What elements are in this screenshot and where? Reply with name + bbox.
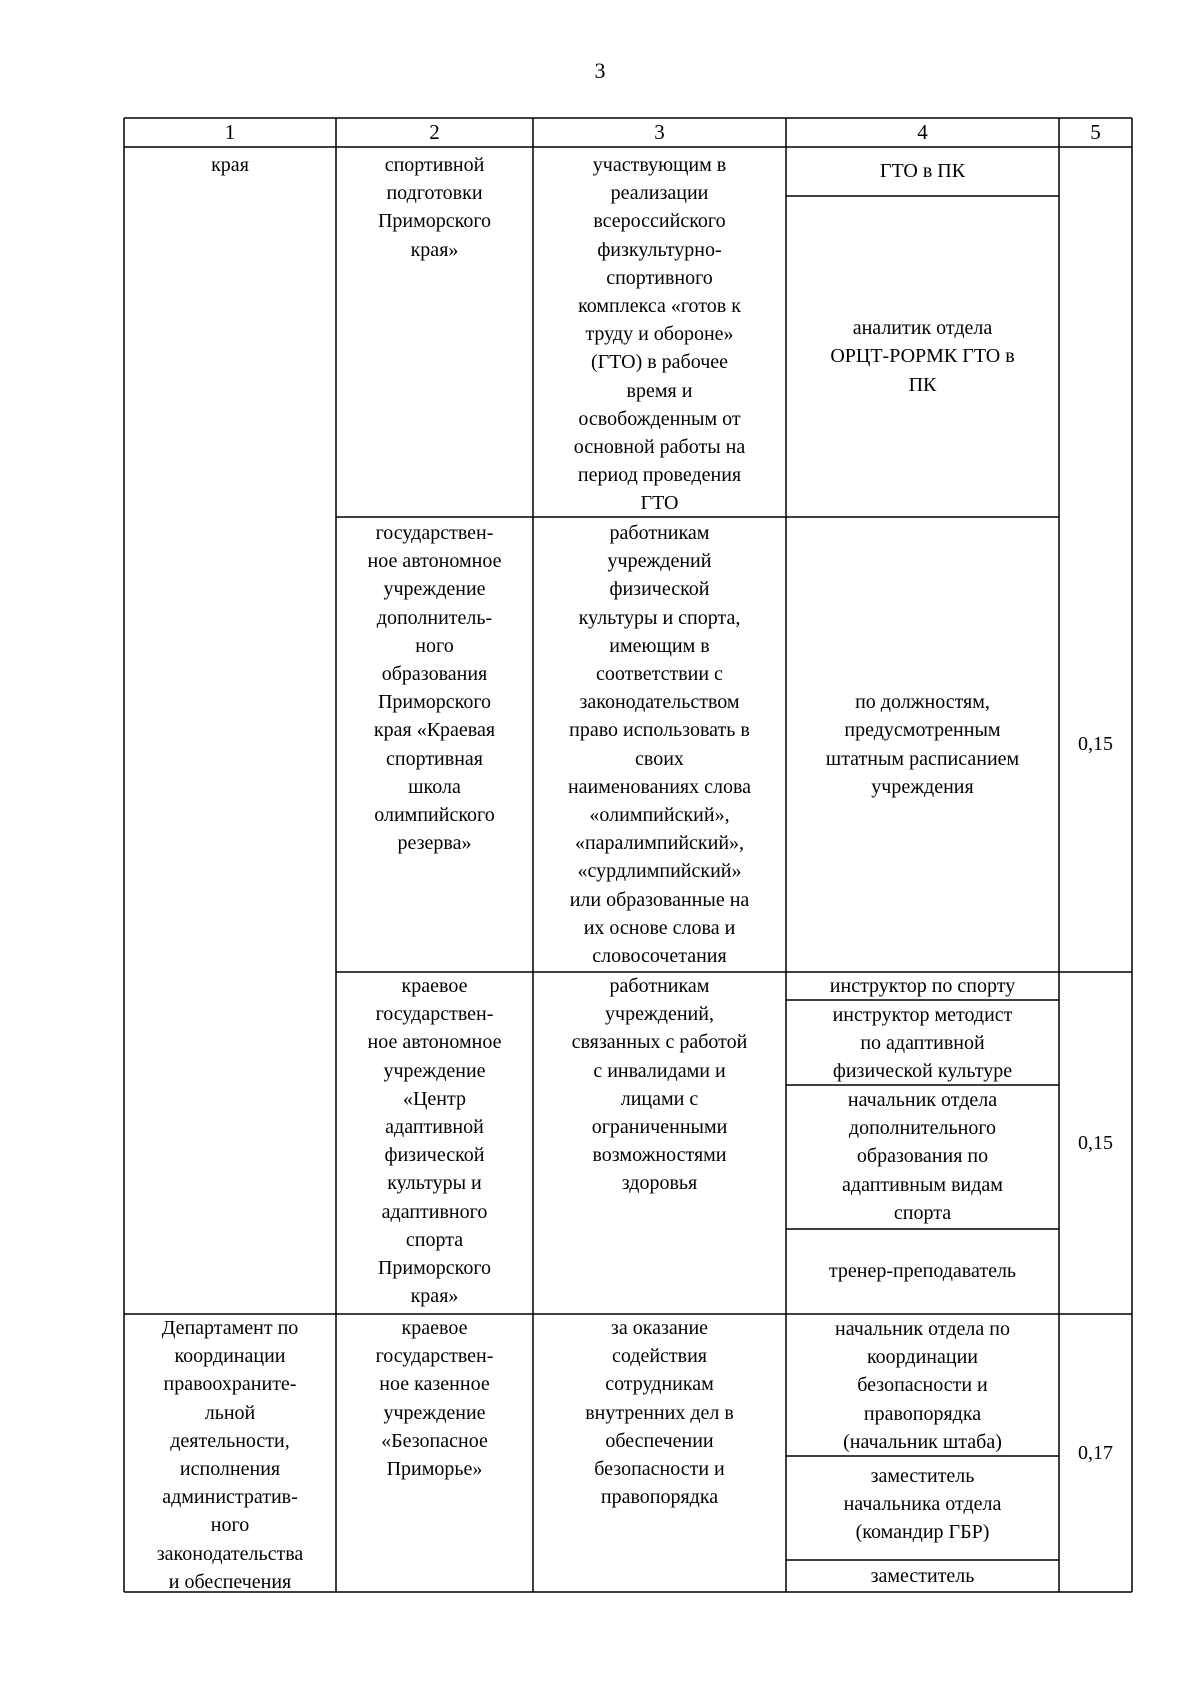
cell-col5-olympic-coef: 0,15 <box>1078 733 1113 756</box>
cell-col4-by-positions: по должностям, предусмотренным штатным расписанием учреждения <box>825 691 1020 798</box>
page-number: 3 <box>594 58 606 83</box>
cell-col3-police-assistance: за оказание содействия сотрудникам внутренних дел в обеспечении безопасности и правопорядка <box>585 1317 734 1509</box>
cell-col4-deputy: заместитель <box>870 1565 975 1587</box>
cell-col4-methodist: инструктор методист по адаптивной физической культуре <box>832 1004 1013 1083</box>
header-col-1: 1 <box>224 120 236 144</box>
cell-col4-coach-teacher: тренер-преподаватель <box>828 1260 1017 1283</box>
header-col-3: 3 <box>654 120 665 144</box>
cell-col4-dept-head-adaptive: начальник отдела дополнительного образования по адаптивным видам спорта <box>842 1089 1003 1224</box>
cell-col3-disability-workers: работникам учреждений, связанных с работой с инвалидами и лицами с ограниченными возможностями здоровья <box>571 975 748 1195</box>
cell-col5-safety-coef: 0,17 <box>1078 1441 1113 1464</box>
header-col-2: 2 <box>429 120 440 144</box>
cell-col2-sport-training: спортивной подготовки Приморского края» <box>377 154 492 261</box>
cell-col4-sport-instructor: инструктор по спорту <box>829 974 1016 997</box>
cell-col5-adaptive-coef: 0,15 <box>1078 1131 1113 1154</box>
cell-col2-olympic-school: государствен- ное автономное учреждение дополнитель- ного образования Приморского края «Краевая спортивная школа олимпийского резерва» <box>367 522 502 855</box>
cell-col1-department: Департамент по координации правоохраните- льной деятельности, исполнения административ- ного законодательства и обеспечения <box>156 1317 304 1593</box>
header-col-5: 5 <box>1090 120 1101 144</box>
cell-col3-gto-participants: участвующим в реализации всероссийского физкультурно- спортивного комплекса «готов к труду и обороне» (ГТО) в рабочее время и освобожденным от основной работы на период проведения ГТО <box>573 154 746 515</box>
header-col-4: 4 <box>917 120 928 144</box>
cell-col2-safe-primorye: краевое государствен- ное казенное учреждение «Безопасное Приморье» <box>375 1317 494 1481</box>
cell-col4-deputy-head-gbr: заместитель начальника отдела (командир ГБР) <box>843 1465 1002 1544</box>
cell-col2-adaptive-center: краевое государствен- ное автономное учреждение «Центр адаптивной физической культуры и адаптивного спорта Приморского края» <box>367 975 502 1308</box>
cell-col4-security-head: начальник отдела по координации безопасности и правопорядка (начальник штаба) <box>835 1318 1010 1453</box>
cell-col4-analyst: аналитик отдела ОРЦТ-РОРМК ГТО в ПК <box>830 317 1015 396</box>
cell-col4-gto-pk: ГТО в ПК <box>879 160 966 183</box>
cell-col1-kraya: края <box>211 154 249 176</box>
cell-col3-olympic-workers: работникам учреждений физической культуры и спорта, имеющим в соответствии с законодательством право использовать в своих наименованиях слова «олимпийский», «паралимпийский», «сурдлимпийский» или образованные на их основе слова и словосочетания <box>567 522 752 968</box>
